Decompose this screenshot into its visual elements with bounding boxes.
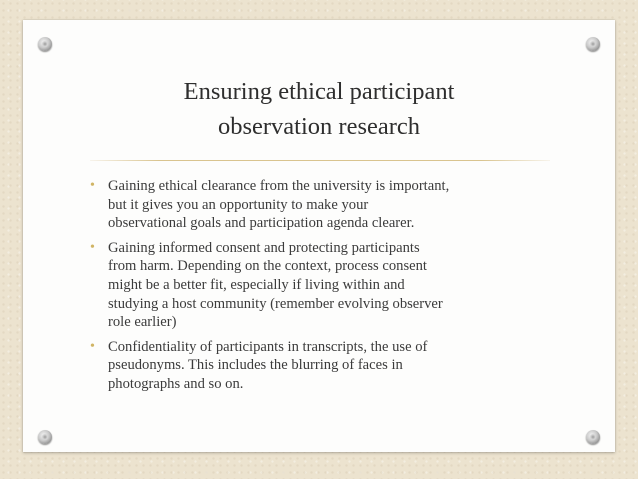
- bullet-list: [90, 177, 560, 400]
- bullet-point-icon: •: [90, 338, 95, 354]
- bullet-line: role earlier): [108, 314, 177, 331]
- bullet-line: might be a better fit, especially if living within and: [108, 276, 405, 293]
- pushpin-top-right-icon: [586, 37, 600, 51]
- pushpin-bottom-left-icon: [38, 430, 52, 444]
- bullet-text: [108, 239, 560, 332]
- bullet-line: but it gives you an opportunity to make your: [108, 196, 369, 213]
- slide-card: [23, 20, 615, 452]
- bullet-item: [90, 177, 560, 233]
- bullet-line: pseudonyms. This includes the blurring of faces in: [108, 357, 403, 374]
- slide-title-line: Ensuring ethical participant: [183, 78, 455, 105]
- bullet-text: [108, 177, 560, 233]
- bullet-line: Confidentiality of participants in transcripts, the use of: [108, 338, 428, 355]
- pushpin-top-left-icon: [38, 37, 52, 51]
- slide-title: [83, 74, 555, 144]
- bullet-point-icon: •: [90, 239, 95, 255]
- bullet-text: [108, 338, 560, 394]
- bullet-line: Gaining informed consent and protecting participants: [108, 239, 420, 256]
- bullet-line: studying a host community (remember evolving observer: [108, 295, 443, 312]
- title-divider: [90, 160, 550, 161]
- bullet-item: [90, 338, 560, 394]
- bullet-item: [90, 239, 560, 332]
- slide-title-line: observation research: [217, 113, 421, 140]
- bullet-line: photographs and so on.: [108, 375, 244, 392]
- bullet-line: observational goals and participation agenda clearer.: [108, 215, 415, 232]
- bullet-point-icon: •: [90, 178, 95, 193]
- pushpin-bottom-right-icon: [586, 430, 600, 444]
- bullet-line: Gaining ethical clearance from the university is important,: [108, 178, 450, 194]
- bullet-line: from harm. Depending on the context, process consent: [108, 258, 427, 275]
